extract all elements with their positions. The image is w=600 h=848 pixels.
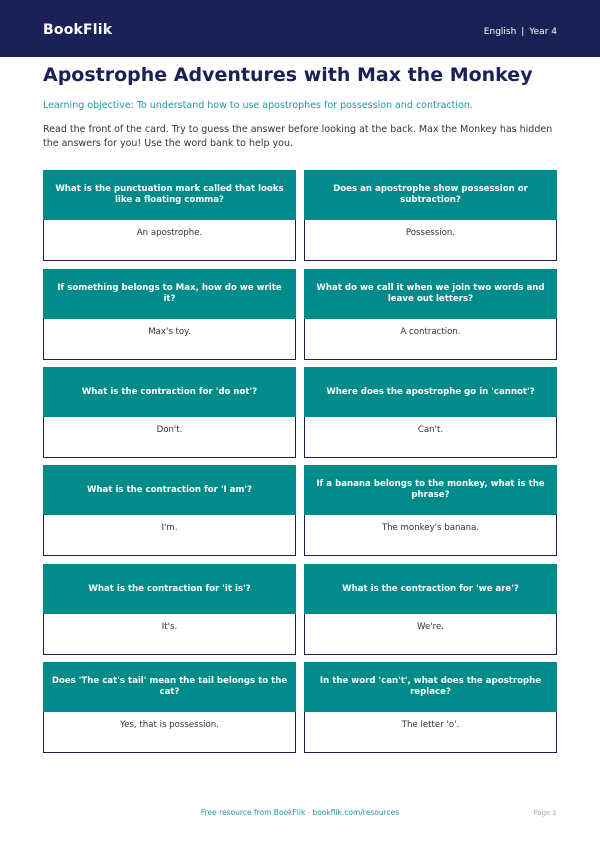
card-question: Does an apostrophe show possession or subtraction? [304,170,557,220]
card-question: What is the contraction for 'I am'? [43,465,296,515]
year-label: Year 4 [529,27,557,37]
card-answer: The monkey's banana. [304,515,557,556]
card-answer: A contraction. [304,319,557,360]
learning-objective: Learning objective: To understand how to use apostrophes for possession and contraction. [43,100,473,111]
flashcard [43,564,296,655]
card-answer: An apostrophe. [43,220,296,261]
card-question: Does 'The cat's tail' mean the tail belongs to the cat? [43,662,296,712]
flashcard [43,662,296,753]
card-answer: We're. [304,614,557,655]
subject-label: English [483,27,517,37]
flashcard [43,269,296,360]
brand-logo[interactable]: BookFlik [43,22,113,38]
page-title: Apostrophe Adventures with Max the Monkey [43,64,533,86]
flashcard [43,367,296,458]
card-answer: Can't. [304,417,557,458]
flashcard [43,170,296,261]
card-answer: Possession. [304,220,557,261]
page-number: Page 1 [533,809,557,817]
card-answer: The letter 'o'. [304,712,557,753]
flashcard [304,170,557,261]
flashcard [43,465,296,556]
card-question: What do we call it when we join two words and leave out letters? [304,269,557,319]
card-question: If a banana belongs to the monkey, what is the phrase? [304,465,557,515]
card-question: What is the contraction for 'we are'? [304,564,557,614]
header-meta [484,27,557,37]
card-answer: Don't. [43,417,296,458]
card-answer: I'm. [43,515,296,556]
card-question: If something belongs to Max, how do we write it? [43,269,296,319]
card-answer: Max's toy. [43,319,296,360]
flashcard [304,564,557,655]
header-bar [0,0,600,57]
flashcard [304,662,557,753]
card-question: Where does the apostrophe go in 'cannot'? [304,367,557,417]
intro-text: Read the front of the card. Try to guess the answer before looking at the back. Max the Monkey has hidden the answers for you! Use the word bank to help you. [43,124,553,149]
flashcard [304,367,557,458]
flashcard [304,465,557,556]
card-question: What is the punctuation mark called that looks like a floating comma? [43,170,296,220]
card-question: What is the contraction for 'do not'? [43,367,296,417]
card-answer: Yes, that is possession. [43,712,296,753]
flashcard [304,269,557,360]
card-question: In the word 'can't', what does the apostrophe replace? [304,662,557,712]
header-separator: | [521,27,525,37]
card-question: What is the contraction for 'it is'? [43,564,296,614]
footer-link[interactable]: Free resource from BookFlik · bookflik.com/resources [200,808,400,817]
card-answer: It's. [43,614,296,655]
